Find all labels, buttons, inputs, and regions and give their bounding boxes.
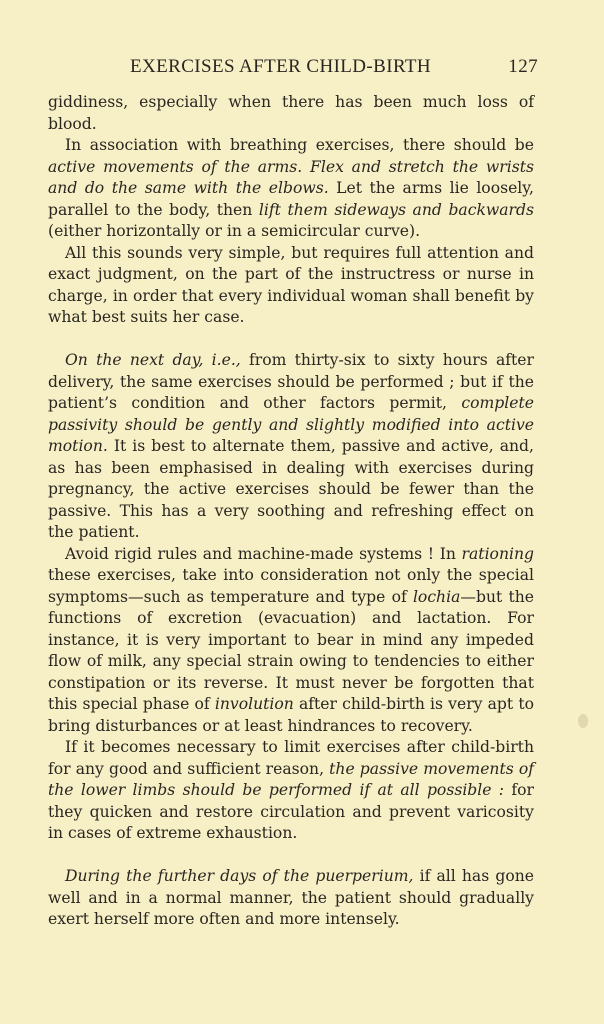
text-run: (either horizontally or in a semicircular curve).	[48, 222, 421, 240]
italic-text-run: active movements of the arms. Flex and stretch the wrists and do the same with the elbows.	[48, 157, 534, 197]
text-run: If it becomes necessary to limit exercises after child-birth for any good and sufficient reason,	[48, 738, 534, 778]
text-run: Let the arms lie loosely, parallel to the body, then	[48, 179, 534, 219]
text-run: giddiness, especially when there has been much loss of blood.	[48, 93, 534, 133]
page-number: 127	[508, 56, 538, 77]
paragraph-5	[48, 544, 534, 738]
text-run: —but the functions of excretion (evacuation) and lactation. For instance, it is very important to bear in mind any impeded flow of milk, any special strain owing to tendencies to either constipation or its reverse. It must never be forgotten that this special phase of	[48, 587, 534, 713]
text-run: All this sounds very simple, but requires full attention and exact judgment, on the part of the instructress or nurse in charge, in order that every individual woman shall benefit by what best suits her case.	[48, 243, 534, 326]
paragraph-7	[48, 866, 534, 931]
text-run: In association with breathing exercises, there should be	[65, 136, 534, 154]
text-run: after child-birth is very apt to bring disturbances or at least hindrances to recovery.	[48, 695, 534, 735]
text-run: Avoid rigid rules and machine-made systems ! In	[65, 544, 462, 563]
italic-text-run: lochia	[412, 587, 461, 606]
italic-text-run: lift them sideways and backwards	[258, 200, 534, 219]
paper-spot	[578, 714, 588, 728]
text-run: It is best to alternate them, passive and active, and, as has been emphasised in dealing with exercises during pregnancy, the active exercises should be fewer than the passive. This has a very soothing and refreshing effect on the patient.	[48, 437, 534, 541]
paragraph-1	[48, 92, 534, 135]
running-title: EXERCISES AFTER CHILD-BIRTH	[130, 56, 432, 77]
paragraph-4	[48, 350, 534, 544]
paragraph-2	[48, 135, 534, 243]
text-run: these exercises, take into consideration not only the special symptoms—such as temperature and type of	[48, 566, 534, 606]
running-header	[48, 56, 538, 80]
italic-text-run: complete passivity should be gently and slightly modified into active motion.	[48, 394, 534, 455]
italic-text-run: involution	[214, 695, 294, 713]
italic-text-run: rationing	[461, 544, 534, 563]
text-run: from thirty-six to sixty hours after delivery, the same exercises should be performed ; but if the patient’s condition and other factors permit,	[48, 351, 534, 412]
italic-text-run: During the further days of the puerperium,	[65, 867, 414, 885]
body-text	[48, 92, 534, 931]
text-run: for they quicken and restore circulation and prevent varicosity in cases of extreme exhaustion.	[48, 781, 534, 842]
paragraph-3	[48, 243, 534, 329]
text-run: if all has gone well and in a normal manner, the patient should gradually exert herself more often and more intensely.	[48, 867, 534, 928]
italic-text-run: the passive movements of the lower limbs should be performed if at all possible :	[48, 759, 534, 799]
paragraph-6	[48, 737, 534, 845]
italic-text-run: On the next day, i.e.,	[65, 351, 241, 369]
